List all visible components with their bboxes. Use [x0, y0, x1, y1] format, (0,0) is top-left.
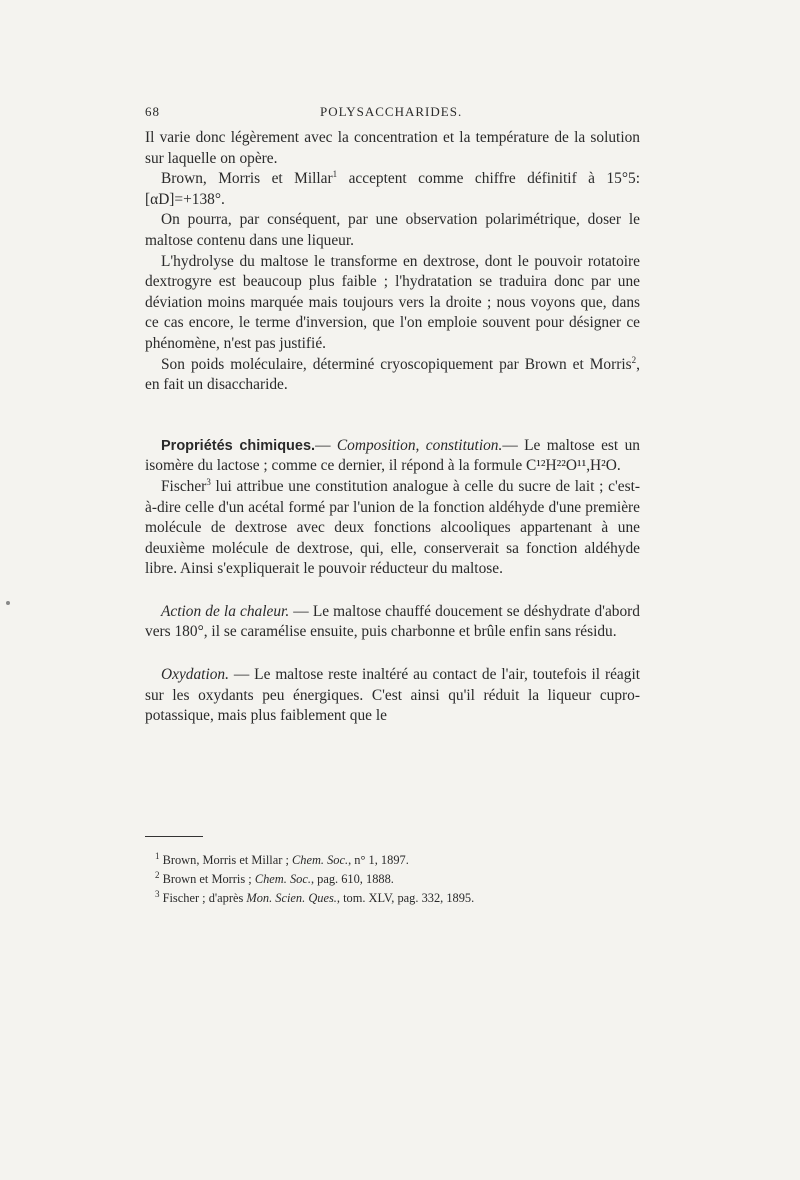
footnote-2	[145, 870, 640, 889]
footnote-2-text-b: , pag. 610, 1888.	[310, 872, 394, 886]
paragraph-6	[145, 436, 640, 477]
subsection-heading: Composition, constitution.	[336, 436, 503, 454]
footnote-ref-1: 1	[332, 169, 338, 180]
footnote-mark-3: 3	[155, 888, 160, 899]
running-title: POLYSACCHARIDES.	[320, 104, 463, 119]
footnote-1-journal: Chem. Soc.	[292, 853, 349, 867]
footnote-1-text-b: , n° 1, 1897.	[348, 853, 409, 867]
p7-text-a: Fischer	[161, 477, 207, 495]
p6-text: — Le maltose est un isomère du lactose ; comme ce dernier, il répond à la formule C¹²H²²O¹¹,H²O.	[145, 436, 640, 475]
p5-text-a: Son poids moléculaire, déterminé cryoscopiquement par Brown et Morris	[161, 355, 632, 373]
paragraph-4: L'hydrolyse du maltose le transforme en dextrose, dont le pouvoir rotatoire dextrogyre est beaucoup plus faible ; l'hydratation se traduira donc par une déviation moins marquée mais toujours vers la droite ; nous voyons que, dans ce cas encore, le terme d'inversion, que l'on emploie souvent pour désigner ce phénomène, n'est pas justifié.	[145, 252, 640, 352]
footnote-2-text-a: Brown et Morris ;	[159, 872, 255, 886]
paragraph-8	[145, 602, 640, 643]
footnote-2-journal: Chem. Soc.	[254, 872, 311, 886]
subsection-heading-heat: Action de la chaleur.	[161, 602, 290, 620]
footnotes	[145, 851, 640, 908]
paragraph-7	[145, 477, 640, 580]
footnote-ref-2: 2	[631, 354, 637, 365]
p9-text: — Le maltose reste inaltéré au contact de l'air, toutefois il réagit sur les oxydants peu énergiques. C'est ainsi qu'il réduit la liqueur cupro-potassique, mais plus faiblement que le	[145, 666, 640, 725]
paragraph-1: Il varie donc légèrement avec la concentration et la température de la solution sur laquelle on opère.	[145, 129, 640, 167]
p5-text-b: , en fait un disaccharide.	[145, 355, 640, 394]
footnote-mark-1: 1	[155, 850, 160, 861]
subsection-heading-oxidation: Oxydation.	[161, 666, 229, 684]
paragraph-2	[145, 169, 640, 210]
p8-text: — Le maltose chauffé doucement se déshydrate d'abord vers 180°, il se caramélise ensuite, puis charbonne et brûle enfin sans résidu.	[145, 602, 640, 641]
margin-spot	[6, 601, 10, 605]
footnote-1-text-a: Brown, Morris et Millar ;	[159, 853, 292, 867]
main-text	[145, 128, 640, 727]
p7-text-b: lui attribue une constitution analogue à celle du sucre de lait ; c'est-à-dire celle d'un acétal formé par l'union de la fonction aldéhyde d'une première molécule de dextrose avec deux fonctions alcooliques appartenant à une deuxième molécule de dextrose, qui, elle, conserverait sa fonction aldéhyde libre. Ainsi s'expliquerait le pouvoir réducteur du maltose.	[145, 477, 640, 578]
running-header	[145, 104, 640, 124]
paragraph-3: On pourra, par conséquent, par une observation polarimétrique, doser le maltose contenu dans une liqueur.	[145, 211, 640, 249]
footnote-ref-3: 3	[206, 476, 211, 487]
footnote-3-text-b: , tom. XLV, pag. 332, 1895.	[336, 891, 475, 905]
footnote-3-journal: Mon. Scien. Ques.	[246, 891, 337, 905]
footnote-rule	[145, 836, 203, 837]
footnote-mark-2: 2	[155, 869, 160, 880]
footnote-1	[145, 851, 640, 870]
p2-text-a: Brown, Morris et Millar	[161, 170, 333, 188]
section-heading: Propriétés chimiques.	[161, 437, 316, 454]
footnote-3-text-a: Fischer ; d'après	[159, 891, 247, 905]
footnote-3	[145, 889, 640, 908]
paragraph-9	[145, 665, 640, 727]
page-number: 68	[145, 104, 160, 119]
p2-text-b: acceptent comme chiffre définitif à 15°5: [αD]=+138°.	[145, 170, 640, 208]
paragraph-5	[145, 355, 640, 396]
p6-dash: —	[315, 436, 337, 454]
